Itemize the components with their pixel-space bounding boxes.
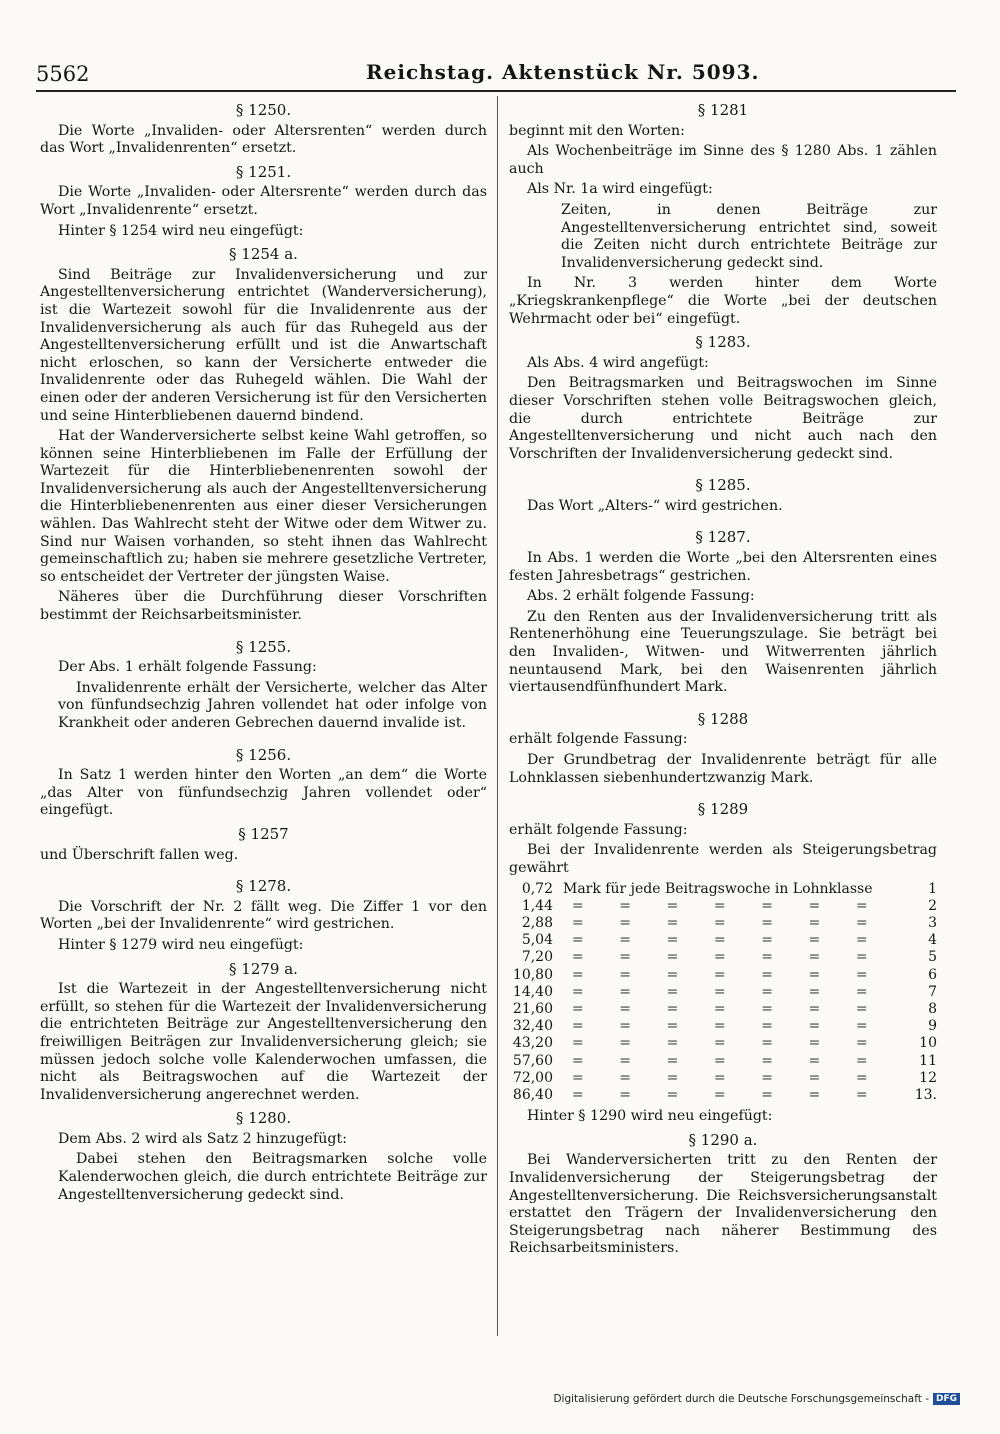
rate-amount: 21,60 xyxy=(512,1000,553,1017)
ditto-marks: = = = = = = = xyxy=(563,1000,868,1017)
paragraph: Das Wort „Alters-“ wird gestrichen. xyxy=(527,497,783,514)
paragraph: Invalidenrente erhält der Versicherte, welcher das Alter von fünfundsechzig Jahren vollendet hat oder infolge von Krankheit oder anderen Gebrechen dauernd invalide ist. xyxy=(58,679,487,731)
table-row xyxy=(509,932,937,949)
paragraph: In Nr. 3 werden hinter dem Worte „Kriegskrankenpflege“ die Worte „bei der deutschen Wehrmacht oder bei“ eingefügt. xyxy=(509,275,937,327)
ditto-marks: = = = = = = = xyxy=(563,966,868,983)
footer-credit xyxy=(553,1393,960,1405)
column-divider xyxy=(497,96,498,1336)
paragraph: Die Worte „Invaliden- oder Altersrente“ werden durch das Wort „Invalidenrente“ ersetzt. xyxy=(40,184,487,218)
rate-text: Mark für jede Beitragswoche in Lohnklasse xyxy=(563,880,873,897)
wage-class: 4 xyxy=(928,932,937,949)
page-header xyxy=(36,58,956,90)
footer-text: Digitalisierung gefördert durch die Deutsche Forschungsgemeinschaft - xyxy=(553,1393,929,1405)
ditto-marks: = = = = = = = xyxy=(563,1035,868,1052)
rate-amount: 0,72 xyxy=(521,880,553,897)
rate-amount: 5,04 xyxy=(521,932,553,949)
paragraph: Bei der Invalidenrente werden als Steigerungsbetrag gewährt xyxy=(509,842,937,876)
paragraph: Hat der Wanderversicherte selbst keine Wahl getroffen, so können seine Hinterbliebenen im Falle der Erfüllung der Wartezeit für die Hinterbliebenenrenten sowohl der Invalidenversicherung als auch der Angestelltenversicherung die Hinterbliebenenrenten aus einer dieser Versicherungen wählen. Das Wahlrecht steht der Witwe oder dem Witwer zu. Sind nur Waisen vorhanden, so steht ihnen das Wahlrecht gemeinschaftlich zu; haben sie mehrere gesetzliche Vertreter, so entscheidet der Vertreter der jüngsten Waise. xyxy=(40,428,487,585)
paragraph: Hinter § 1254 wird neu eingefügt: xyxy=(58,222,304,239)
wage-class: 13. xyxy=(914,1087,937,1103)
paragraph: Zeiten, in denen Beiträge zur Angestelltenversicherung entrichtet sind, soweit die Zeiten nicht durch entrichtete Beiträge zur Invalidenversicherung gedeckt sind. xyxy=(561,201,937,271)
paragraph: In Satz 1 werden hinter den Worten „an dem“ die Worte „das Alter von fünfundsechzig Jahren vollendet oder“ eingefügt. xyxy=(40,767,487,819)
rate-amount: 72,00 xyxy=(512,1069,553,1086)
paragraph: erhält folgende Fassung: xyxy=(509,821,688,838)
paragraph: Dabei stehen den Beitragsmarken solche volle Kalenderwochen gleich, die durch entrichtete Beiträge zur Angestelltenversicherung gedeckt sind. xyxy=(58,1151,487,1203)
paragraph: Als Wochenbeiträge im Sinne des § 1280 Abs. 1 zählen auch xyxy=(509,143,937,177)
table-row xyxy=(509,915,937,932)
right-column-bottom xyxy=(509,1108,937,1258)
dfg-logo: DFG xyxy=(933,1393,960,1405)
section-heading: § 1251. xyxy=(235,162,292,181)
page-number: 5562 xyxy=(36,62,90,86)
paragraph: beginnt mit den Worten: xyxy=(509,122,685,139)
paragraph: Der Abs. 1 erhält folgende Fassung: xyxy=(58,659,317,676)
rate-table xyxy=(509,881,937,1105)
section-heading: § 1278. xyxy=(235,877,292,896)
wage-class: 7 xyxy=(928,983,937,1000)
section-heading: § 1280. xyxy=(235,1109,292,1128)
table-row xyxy=(509,898,937,915)
paragraph: Der Grundbetrag der Invalidenrente beträgt für alle Lohnklassen siebenhundertzwanzig Mark. xyxy=(509,752,937,786)
running-title: Reichstag. Aktenstück Nr. 5093. xyxy=(366,60,760,84)
section-heading: § 1254 a. xyxy=(229,245,298,264)
rate-amount: 1,44 xyxy=(521,897,553,914)
section-heading: § 1257 xyxy=(238,824,289,843)
paragraph: Abs. 2 erhält folgende Fassung: xyxy=(527,588,755,605)
wage-class: 11 xyxy=(919,1052,937,1069)
section-heading: § 1287. xyxy=(695,528,751,547)
header-rule xyxy=(36,90,956,92)
ditto-marks: = = = = = = = xyxy=(563,897,868,914)
wage-class: 1 xyxy=(928,880,937,897)
table-row xyxy=(509,1018,937,1035)
rate-amount: 86,40 xyxy=(512,1087,553,1103)
rate-amount: 32,40 xyxy=(512,1018,553,1035)
section-heading: § 1288 xyxy=(697,709,749,728)
ditto-marks: = = = = = = = xyxy=(563,949,868,966)
section-heading: § 1289 xyxy=(697,800,749,819)
table-row xyxy=(509,1035,937,1052)
paragraph: und Überschrift fallen weg. xyxy=(40,846,239,863)
section-heading: § 1285. xyxy=(695,476,751,495)
paragraph: Hinter § 1279 wird neu eingefügt: xyxy=(58,936,304,953)
table-row xyxy=(509,984,937,1001)
paragraph: Als Nr. 1a wird eingefügt: xyxy=(527,181,713,198)
paragraph: Den Beitragsmarken und Beitragswochen im Sinne dieser Vorschriften stehen volle Beitragswochen gleich, die durch entrichtete Beiträge zur Angestelltenversicherung und nicht auch nach den Vorschriften der Invalidenversicherung gedeckt sind. xyxy=(509,375,937,462)
ditto-marks: = = = = = = = xyxy=(563,983,868,1000)
paragraph: Als Abs. 4 wird angefügt: xyxy=(527,354,709,371)
wage-class: 10 xyxy=(919,1035,937,1052)
rate-amount: 43,20 xyxy=(512,1035,553,1052)
wage-class: 8 xyxy=(928,1000,937,1017)
table-row xyxy=(509,1001,937,1018)
paragraph: Dem Abs. 2 wird als Satz 2 hinzugefügt: xyxy=(58,1130,347,1147)
paragraph: Hinter § 1290 wird neu eingefügt: xyxy=(527,1108,773,1125)
wage-class: 9 xyxy=(928,1018,937,1035)
table-row xyxy=(509,1087,937,1104)
rate-amount: 57,60 xyxy=(512,1052,553,1069)
wage-class: 2 xyxy=(928,897,937,914)
rate-amount: 14,40 xyxy=(512,983,553,1000)
paragraph: In Abs. 1 werden die Worte „bei den Altersrenten eines festen Jahresbetrags“ gestrichen. xyxy=(509,550,937,584)
paragraph: Bei Wanderversicherten tritt zu den Renten der Invalidenversicherung der Steigerungsbetrag der Angestelltenversicherung. Die Reichsversicherungsanstalt erstattet den Trägern der Invalidenversicherung den Steigerungsbetrag nach näherer Bestimmung des Reichsarbeitsministers. xyxy=(509,1152,937,1257)
section-heading: § 1256. xyxy=(235,745,292,764)
table-row xyxy=(509,967,937,984)
section-heading: § 1281 xyxy=(697,101,749,119)
left-column xyxy=(40,96,487,1207)
table-row xyxy=(509,1070,937,1087)
section-heading: § 1250. xyxy=(235,101,292,119)
paragraph: Die Worte „Invaliden- oder Altersrenten“ werden durch das Wort „Invalidenrenten“ ersetzt. xyxy=(40,122,487,157)
wage-class: 12 xyxy=(919,1069,937,1086)
wage-class: 6 xyxy=(928,966,937,983)
paragraph: Die Vorschrift der Nr. 2 fällt weg. Die Ziffer 1 vor den Worten „bei der Invalidenrente“ wird gestrichen. xyxy=(40,898,487,933)
paragraph: Zu den Renten aus der Invalidenversicherung tritt als Rentenerhöhung eine Teuerungszulage. Sie beträgt bei den Invaliden-, Witwen- und Witwerrenten jährlich neuntausend Mark, bei den Waisenrenten jährlich viertausendfünfhundert Mark. xyxy=(509,608,937,696)
ditto-marks: = = = = = = = xyxy=(563,1069,868,1086)
rate-amount: 7,20 xyxy=(521,949,553,966)
paragraph: Näheres über die Durchführung dieser Vorschriften bestimmt der Reichsarbeitsminister. xyxy=(40,589,487,624)
table-row xyxy=(509,949,937,966)
section-heading: § 1279 a. xyxy=(229,959,298,978)
rate-amount: 2,88 xyxy=(521,914,553,931)
right-column-top xyxy=(509,102,937,878)
section-heading: § 1283. xyxy=(695,333,751,352)
section-heading: § 1255. xyxy=(235,637,292,656)
ditto-marks: = = = = = = = xyxy=(563,914,868,931)
paragraph: Sind Beiträge zur Invalidenversicherung und zur Angestelltenversicherung entrichtet (Wanderversicherung), ist die Wartezeit sowohl für die Invalidenrente aus der Invalidenversicherung als auch für das Ruhegeld aus der Angestelltenversicherung erfüllt und ist die Anwartschaft nicht erloschen, so kann der Versicherte entweder die Invalidenrente oder das Ruhegeld wählen. Die Wahl der einen oder der anderen Versicherung ist für den Versicherten und seine Hinterbliebenen dauernd bindend. xyxy=(40,266,487,424)
table-row xyxy=(509,1053,937,1070)
wage-class: 5 xyxy=(928,949,937,966)
section-heading: § 1290 a. xyxy=(688,1130,758,1149)
wage-class: 3 xyxy=(928,914,937,931)
ditto-marks: = = = = = = = xyxy=(563,932,868,949)
table-row xyxy=(509,881,937,898)
right-column xyxy=(509,96,937,1261)
paragraph: Ist die Wartezeit in der Angestelltenversicherung nicht erfüllt, so stehen für die Wartezeit der Invalidenversicherung die entrichteten Beiträge zur Angestelltenversicherung den freiwilligen Beiträgen zur Invalidenversicherung gleich; sie müssen jedoch solche volle Kalenderwochen umfassen, die nicht als Beitragswochen auf die Wartezeit der Invalidenversicherung angerechnet werden. xyxy=(40,981,487,1103)
ditto-marks: = = = = = = = xyxy=(563,1087,868,1103)
ditto-marks: = = = = = = = xyxy=(563,1052,868,1069)
rate-amount: 10,80 xyxy=(512,966,553,983)
paragraph: erhält folgende Fassung: xyxy=(509,731,688,748)
ditto-marks: = = = = = = = xyxy=(563,1018,868,1035)
